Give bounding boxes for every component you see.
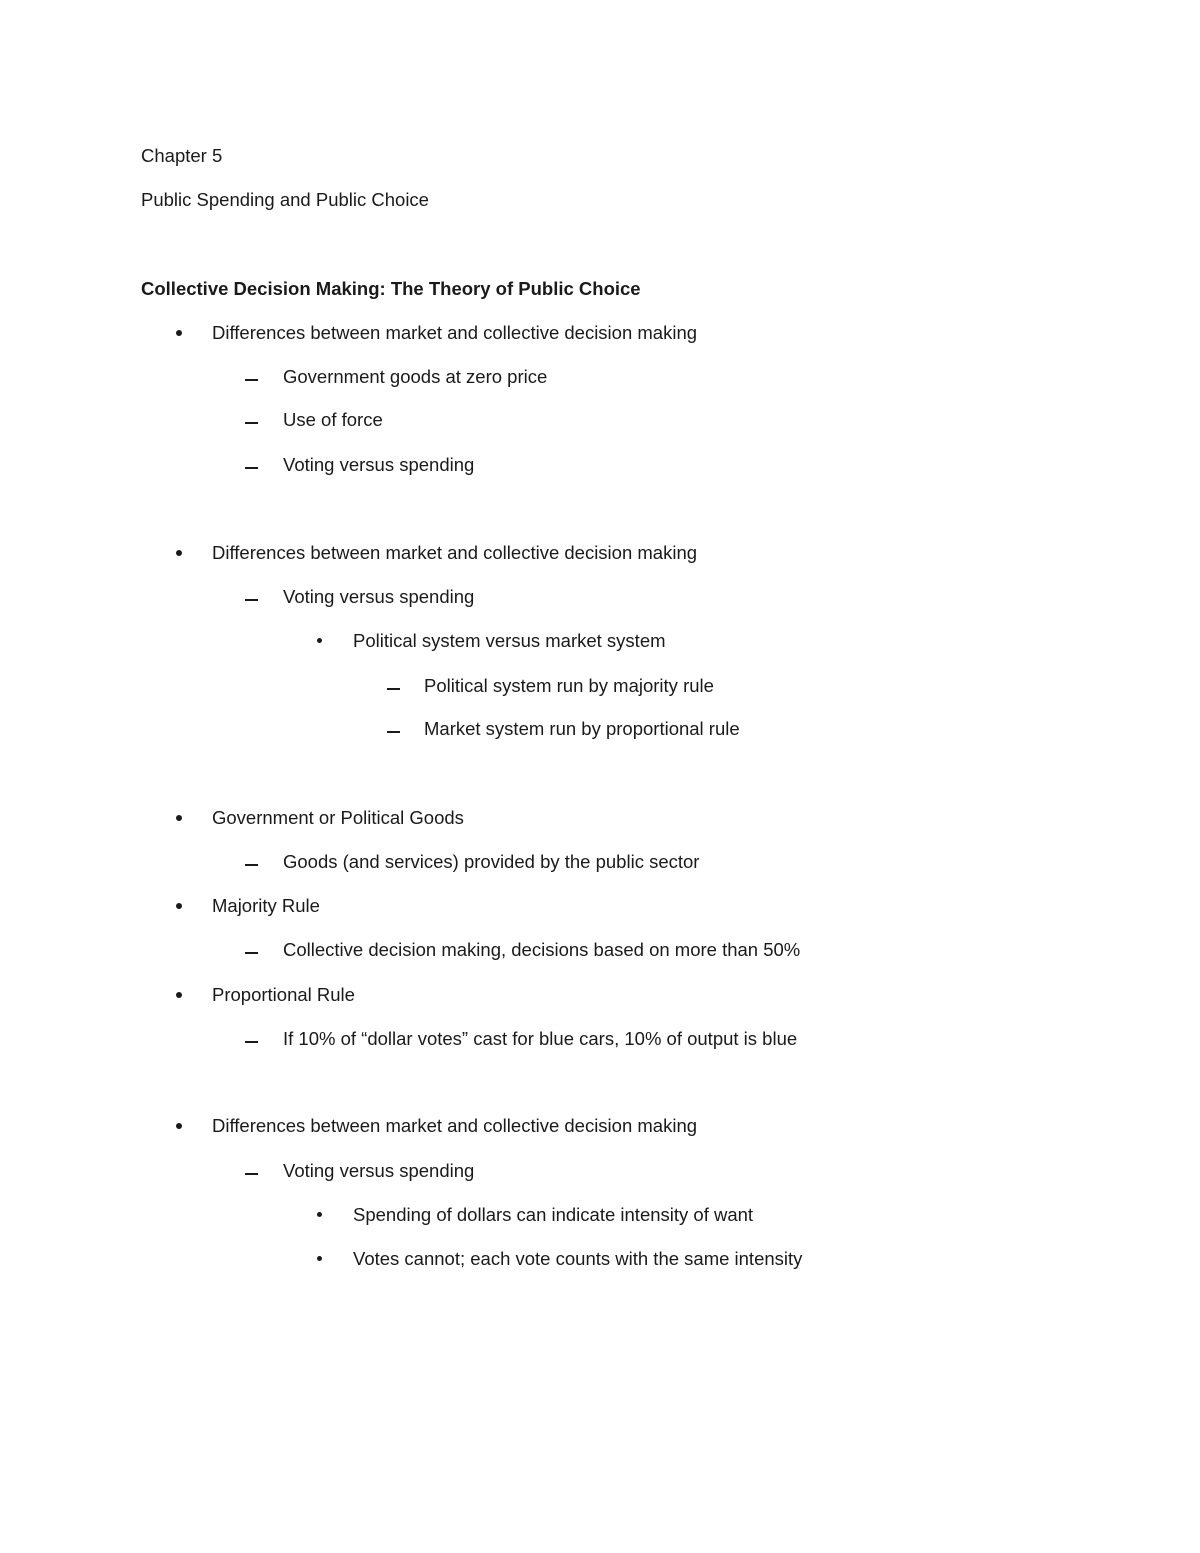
outline-item-text: Differences between market and collective decision making [212, 322, 698, 343]
dash-icon [245, 422, 258, 424]
outline-item-text: Political system run by majority rule [424, 675, 714, 696]
outline-item-text: Government or Political Goods [212, 807, 464, 828]
outline-item-text: Voting versus spending [283, 454, 475, 475]
outline-item-text: Differences between market and collective decision making [212, 542, 698, 563]
bullet-icon [176, 903, 182, 909]
bullet-icon [176, 992, 182, 998]
dash-icon [245, 1173, 258, 1175]
outline-item-text: Majority Rule [212, 895, 320, 916]
outline-item-text: Spending of dollars can indicate intensity of want [353, 1204, 754, 1225]
outline-item-text: Government goods at zero price [283, 366, 548, 387]
dash-icon [245, 1041, 258, 1043]
document-title: Public Spending and Public Choice [141, 189, 429, 210]
bullet-icon [317, 638, 322, 643]
dash-icon [387, 688, 400, 690]
outline-item-text: Market system run by proportional rule [424, 718, 740, 739]
outline-item-text: Differences between market and collective decision making [212, 1115, 698, 1136]
outline-item-text: Use of force [283, 409, 383, 430]
outline-item-text: Votes cannot; each vote counts with the same intensity [353, 1248, 803, 1269]
outline-item-text: Proportional Rule [212, 984, 355, 1005]
outline-item-text: Collective decision making, decisions based on more than 50% [283, 939, 801, 960]
chapter-label: Chapter 5 [141, 145, 223, 166]
outline-item-text: Voting versus spending [283, 1160, 475, 1181]
bullet-icon [176, 550, 182, 556]
dash-icon [245, 599, 258, 601]
outline-item-text: Political system versus market system [353, 630, 666, 651]
dash-icon [245, 952, 258, 954]
dash-icon [387, 731, 400, 733]
dash-icon [245, 467, 258, 469]
dash-icon [245, 864, 258, 866]
bullet-icon [176, 815, 182, 821]
bullet-icon [176, 1123, 182, 1129]
outline-item-text: If 10% of “dollar votes” cast for blue cars, 10% of output is blue [283, 1028, 798, 1049]
outline-item-text: Goods (and services) provided by the public sector [283, 851, 700, 872]
dash-icon [245, 379, 258, 381]
outline-item-text: Voting versus spending [283, 586, 475, 607]
bullet-icon [317, 1212, 322, 1217]
section-heading: Collective Decision Making: The Theory of Public Choice [141, 278, 641, 299]
bullet-icon [176, 330, 182, 336]
bullet-icon [317, 1256, 322, 1261]
